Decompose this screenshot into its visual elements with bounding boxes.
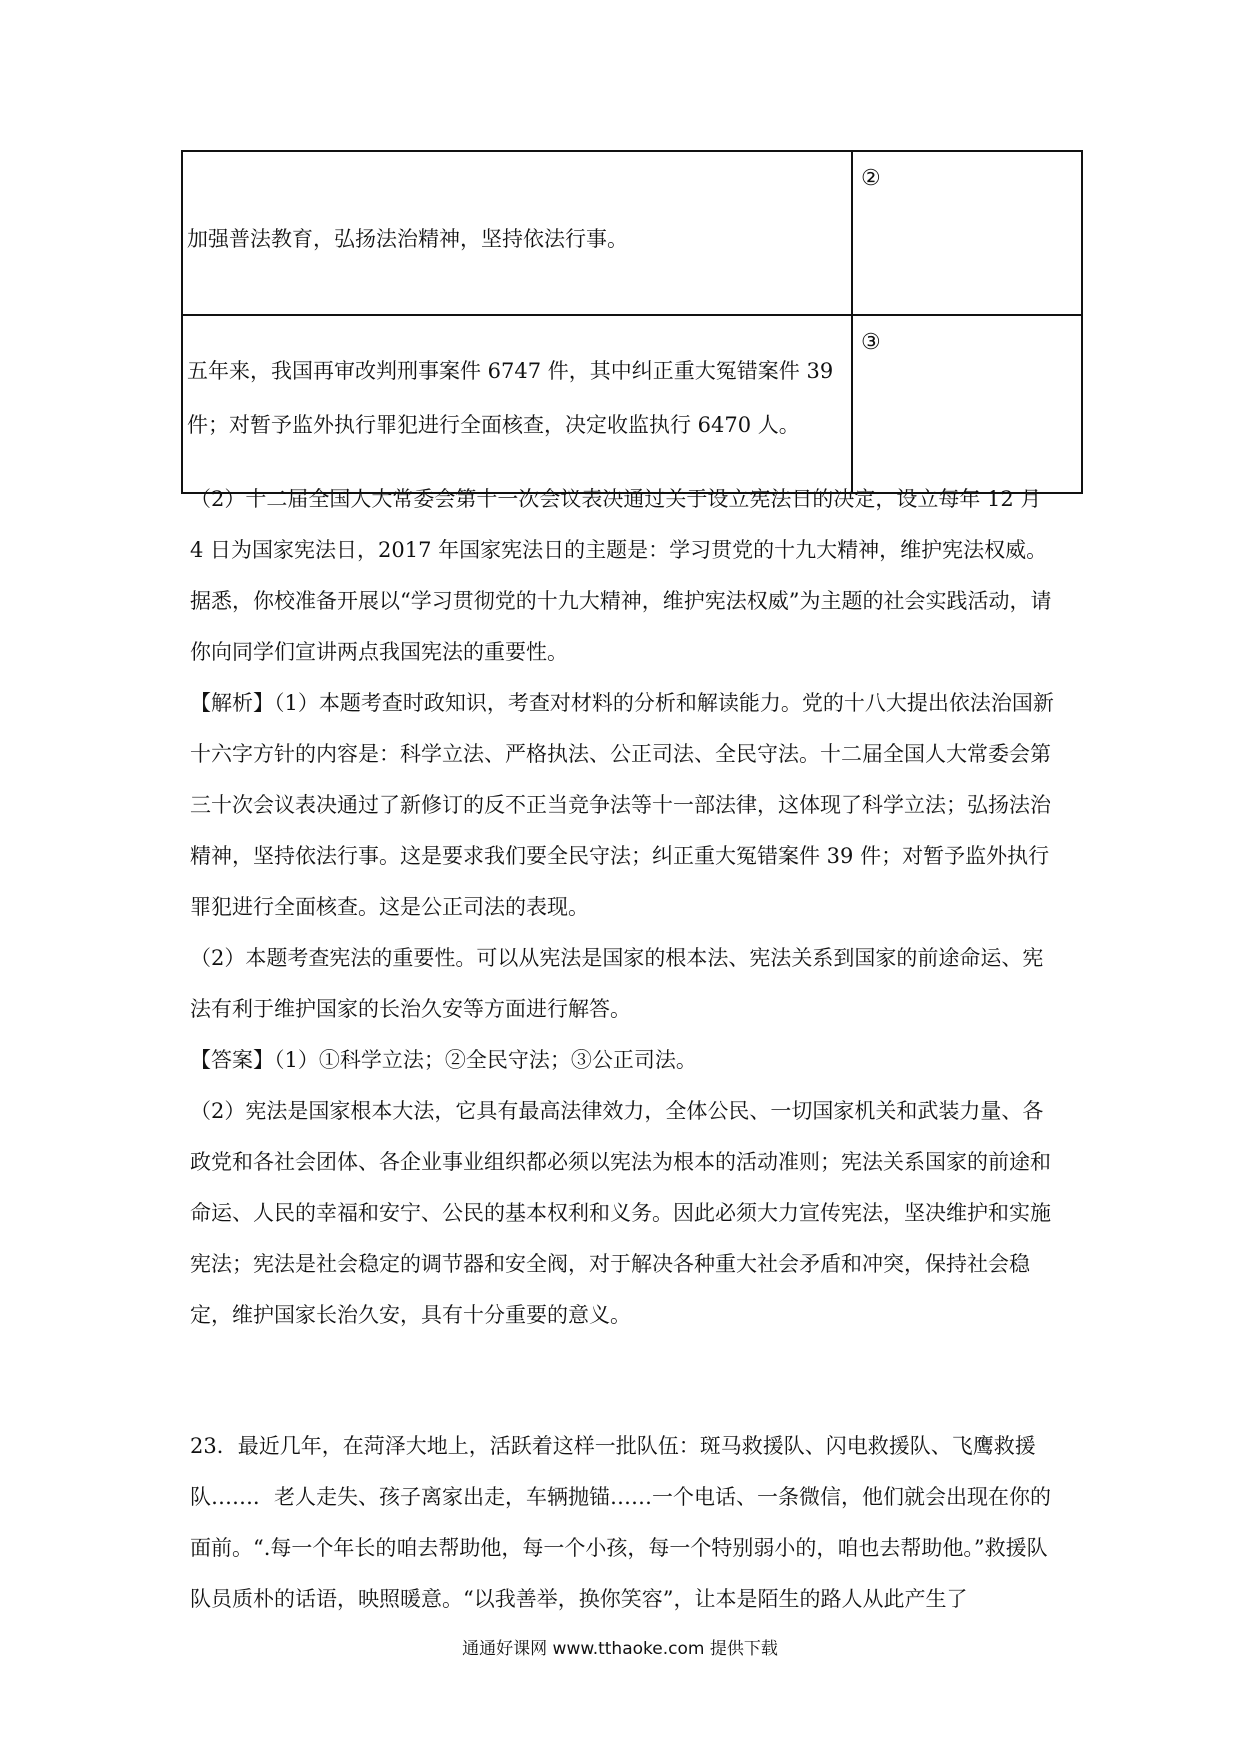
question-body — [190, 474, 1058, 1341]
question-23-text: 23．最近几年，在菏泽大地上，活跃着这样一批队伍：斑马救援队、闪电救援队、飞鹰救援队……．老人走失、孩子离家出走，车辆抛锚……一个电话、一条微信，他们就会出现在你的面前。“.每一个年长的咱去帮助他，每一个小孩，每一个特别弱小的，咱也去帮助他。”救援队队员质朴的话语，映照暖意。“以我善举，换你笑容”，让本是陌生的路人从此产生了 — [190, 1434, 1051, 1611]
table-cell-material — [182, 315, 852, 493]
cell-text: 加强普法教育，弘扬法治精神，坚持依法行事。 — [187, 227, 628, 251]
table-cell-answer-slot — [852, 315, 1082, 493]
answer-slot-number: ② — [861, 166, 881, 191]
question-23 — [190, 1421, 1058, 1625]
table-row — [182, 315, 1082, 493]
cell-text: 五年来，我国再审改判刑事案件 6747 件，其中纠正重大冤错案件 39 件；对暂予监外执行罪犯进行全面核查，决定收监执行 6470 人。 — [187, 359, 834, 437]
question-table — [181, 150, 1083, 494]
answer-part-2: （2）宪法是国家根本大法，它具有最高法律效力，全体公民、一切国家机关和武装力量、各政党和各社会团体、各企业事业组织都必须以宪法为根本的活动准则；宪法关系国家的前途和命运、人民的幸福和安宁、公民的基本权利和义务。因此必须大力宣传宪法，坚决维护和实施宪法；宪法是社会稳定的调节器和安全阀，对于解决各种重大社会矛盾和冲突，保持社会稳定，维护国家长治久安，具有十分重要的意义。 — [190, 1099, 1051, 1327]
table-cell-material — [182, 151, 852, 315]
question-2-text: （2）十二届全国人大常委会第十一次会议表决通过关于设立宪法日的决定，设立每年 12 月 4 日为国家宪法日，2017 年国家宪法日的主题是：学习贯党的十九大精神，维护宪法权威。据悉，你校准备开展以“学习贯彻党的十九大精神，维护宪法权威”为主题的社会实践活动，请你向同学们宣讲两点我国宪法的重要性。 — [190, 487, 1052, 664]
table-cell-answer-slot — [852, 151, 1082, 315]
analysis-part-2: （2）本题考查宪法的重要性。可以从宪法是国家的根本法、宪法关系到国家的前途命运、宪法有利于维护国家的长治久安等方面进行解答。 — [190, 946, 1044, 1021]
analysis-part-1: 【解析】（1）本题考查时政知识，考查对材料的分析和解读能力。党的十八大提出依法治国新十六字方针的内容是：科学立法、严格执法、公正司法、全民守法。十二届全国人大常委会第三十次会议表决通过了新修订的反不正当竞争法等十一部法律，这体现了科学立法；弘扬法治精神，坚持依法行事。这是要求我们要全民守法；纠正重大冤错案件 39 件；对暂予监外执行罪犯进行全面核查。这是公正司法的表现。 — [190, 691, 1054, 919]
answer-part-1: 【答案】（1）①科学立法；②全民守法；③公正司法。 — [190, 1048, 697, 1072]
answer-slot-number: ③ — [861, 330, 881, 355]
table-row — [182, 151, 1082, 315]
page-footer: 通通好课网 www.tthaoke.com 提供下载 — [462, 1639, 778, 1659]
